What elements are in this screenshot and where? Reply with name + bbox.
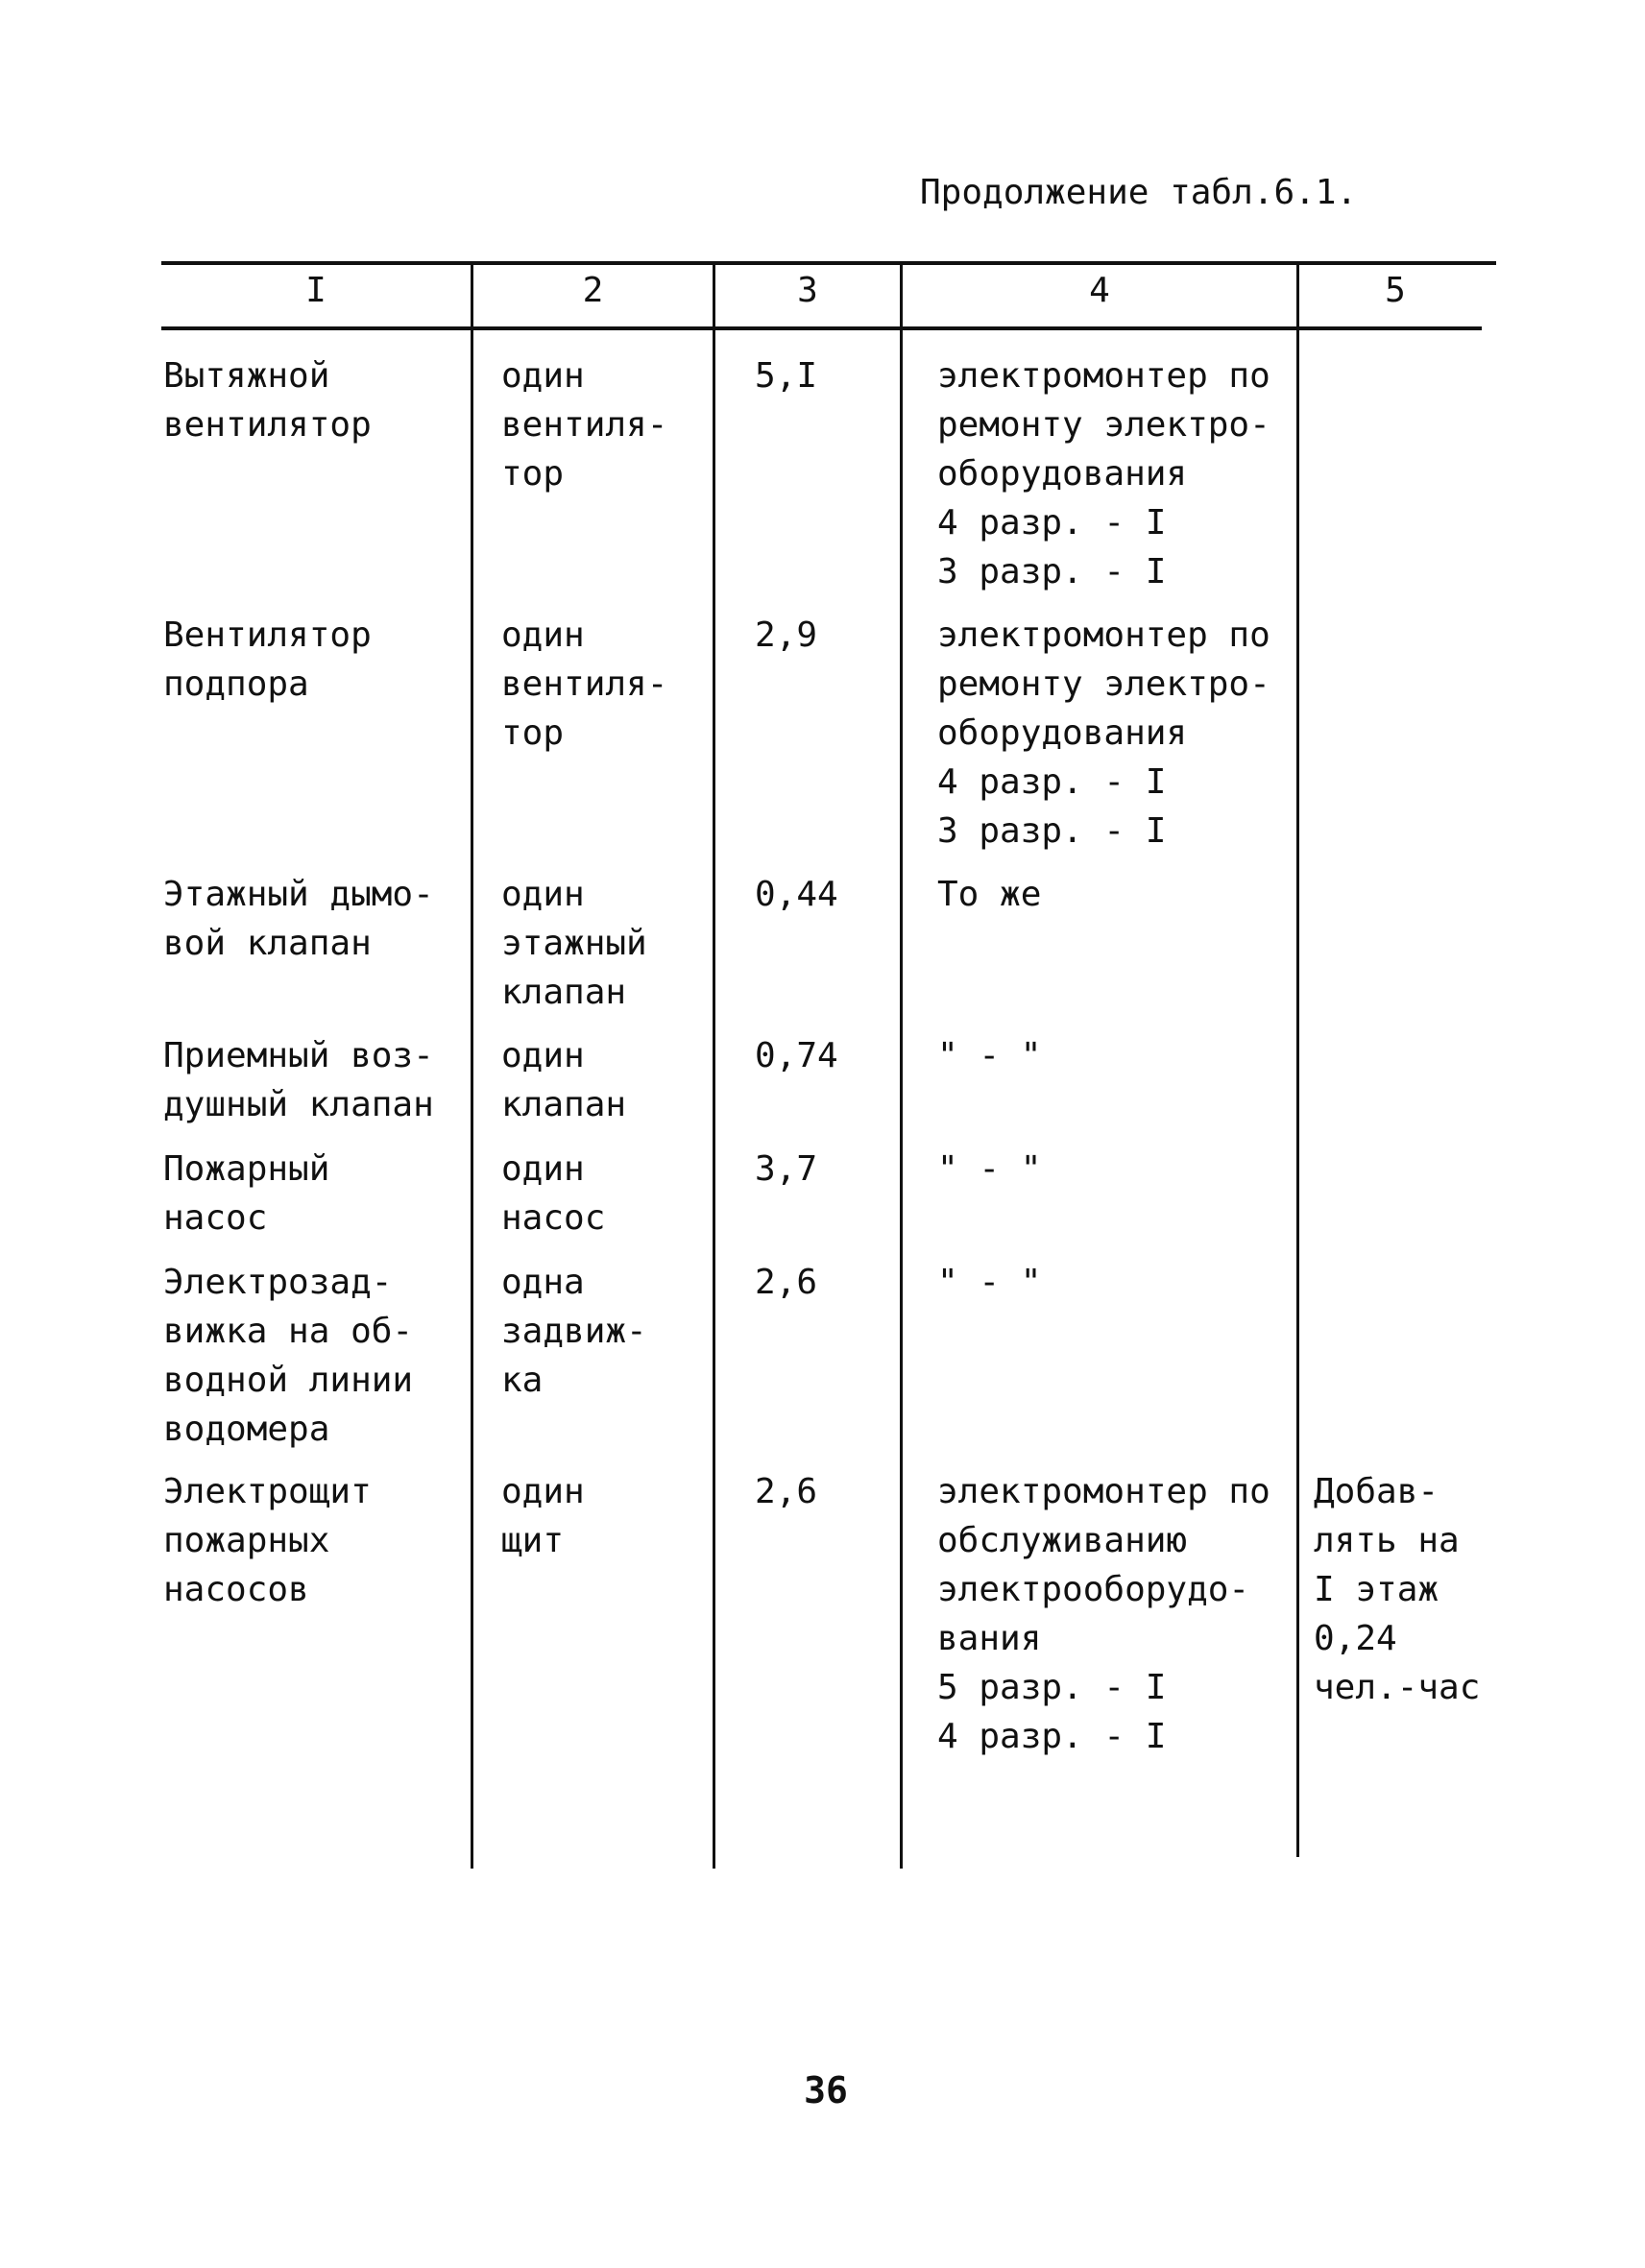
column-divider-4 xyxy=(1296,263,1299,1857)
row-2-equipment: Вентилятор подпора xyxy=(163,615,372,704)
header-bottom-rule xyxy=(161,326,1482,330)
row-6-equipment: Электрозад- вижка на об- водной линии водомера xyxy=(163,1263,414,1449)
row-1-value: 5,I xyxy=(755,356,818,396)
row-2-staff: электромонтер по ремонту электро- оборудования 4 разр. - I 3 разр. - I xyxy=(937,615,1270,851)
row-1-equipment: Вытяжной вентилятор xyxy=(163,356,372,445)
row-3-unit: один этажный клапан xyxy=(501,875,647,1012)
column-divider-2 xyxy=(713,263,715,1869)
row-5-staff: " - " xyxy=(937,1149,1042,1189)
row-6-staff: " - " xyxy=(937,1263,1042,1302)
row-4-staff: " - " xyxy=(937,1036,1042,1075)
row-5-unit: один насос xyxy=(501,1149,606,1238)
page-number: 36 xyxy=(804,2069,848,2111)
row-3-equipment: Этажный дымо- вой клапан xyxy=(163,875,434,963)
row-5-value: 3,7 xyxy=(755,1149,818,1189)
column-divider-3 xyxy=(900,263,903,1869)
row-3-value: 0,44 xyxy=(755,875,838,914)
row-4-equipment: Приемный воз- душный клапан xyxy=(163,1036,434,1124)
row-2-value: 2,9 xyxy=(755,615,818,655)
row-7-value: 2,6 xyxy=(755,1472,818,1511)
row-7-note: Добав- лять на I этаж 0,24 чел.-час xyxy=(1314,1472,1481,1707)
column-divider-1 xyxy=(471,263,473,1869)
header-col-1: I xyxy=(305,271,327,310)
row-1-unit: один вентиля- тор xyxy=(501,356,668,494)
header-col-5: 5 xyxy=(1385,271,1406,310)
row-2-unit: один вентиля- тор xyxy=(501,615,668,753)
row-4-unit: один клапан xyxy=(501,1036,627,1124)
header-col-3: 3 xyxy=(797,271,818,310)
header-col-4: 4 xyxy=(1089,271,1110,310)
row-4-value: 0,74 xyxy=(755,1036,838,1075)
header-col-2: 2 xyxy=(582,271,604,310)
row-7-equipment: Электрощит пожарных насосов xyxy=(163,1472,372,1609)
row-5-equipment: Пожарный насос xyxy=(163,1149,330,1238)
row-7-staff: электромонтер по обслуживанию электрооборудо- вания 5 разр. - I 4 разр. - I xyxy=(937,1472,1270,1756)
row-6-unit: одна задвиж- ка xyxy=(501,1263,647,1400)
table-caption: Продолжение табл.6.1. xyxy=(920,173,1358,212)
row-7-unit: один щит xyxy=(501,1472,585,1560)
row-3-staff: То же xyxy=(937,875,1042,914)
row-6-value: 2,6 xyxy=(755,1263,818,1302)
row-1-staff: электромонтер по ремонту электро- оборудования 4 разр. - I 3 разр. - I xyxy=(937,356,1270,591)
